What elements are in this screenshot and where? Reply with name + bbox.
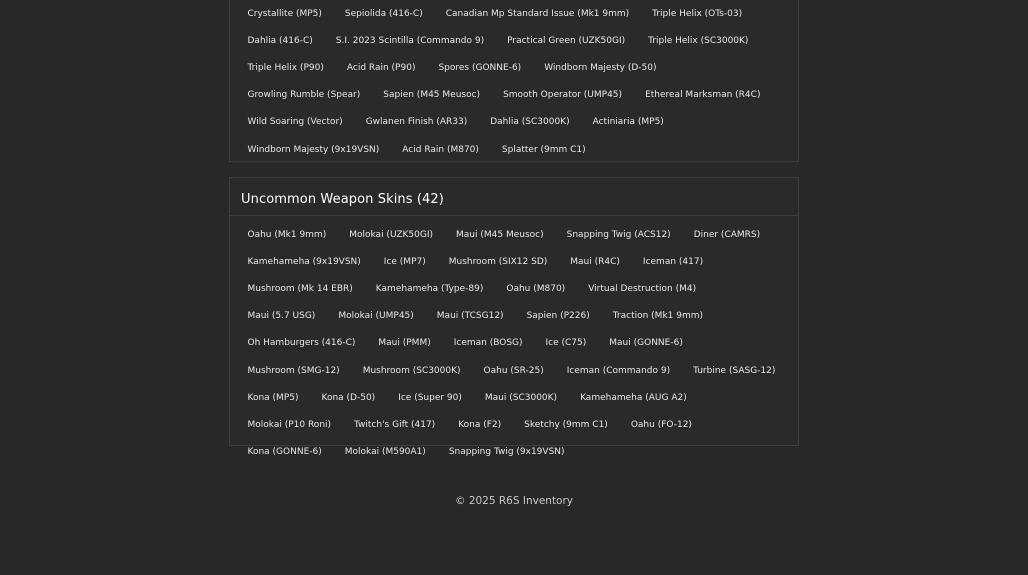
skin-chip[interactable]: Acid Rain (P90) <box>346 62 416 73</box>
skin-chip[interactable]: Traction (Mk1 9mm) <box>612 311 704 322</box>
skin-chip[interactable]: Ethereal Marksman (R4C) <box>645 90 761 101</box>
skin-chip[interactable]: Molokai (P10 Roni) <box>247 419 332 430</box>
skin-chip[interactable]: Dahlia (SC3000K) <box>490 117 570 128</box>
skin-chip[interactable]: Dahlia (416-C) <box>247 35 313 46</box>
skin-chip[interactable]: Maui (SC3000K) <box>484 392 558 403</box>
skin-chip[interactable]: Molokai (UZK50GI) <box>349 229 434 240</box>
skin-chip[interactable]: Practical Green (UZK50GI) <box>507 35 626 46</box>
skins-section-previous <box>229 0 799 162</box>
skin-chip[interactable]: Sketchy (9mm C1) <box>524 419 608 430</box>
skin-chip[interactable]: Smooth Operator (UMP45) <box>503 90 623 101</box>
skin-chip[interactable]: Mushroom (SIX12 SD) <box>448 256 548 267</box>
skin-chip[interactable]: Snapping Twig (9x19VSN) <box>448 447 565 458</box>
skin-chip[interactable]: Maui (R4C) <box>570 256 620 267</box>
skin-chip[interactable]: Twitch's Gift (417) <box>354 419 436 430</box>
skin-chip[interactable]: Oahu (SR-25) <box>483 365 544 376</box>
skin-chip[interactable]: Spores (GONNE-6) <box>438 62 522 73</box>
skin-chip[interactable]: Iceman (Commando 9) <box>566 365 671 376</box>
skin-chip[interactable]: Mushroom (SMG-12) <box>247 365 340 376</box>
section-title: Uncommon Weapon Skins (42) <box>241 192 444 207</box>
skin-chip[interactable]: Wild Soaring (Vector) <box>247 117 343 128</box>
skin-chip[interactable]: Iceman (417) <box>642 256 704 267</box>
skin-chip[interactable]: Mushroom (SC3000K) <box>362 365 461 376</box>
skin-chip[interactable]: Actiniaria (MP5) <box>592 117 664 128</box>
skin-chip[interactable]: Sapien (M45 Meusoc) <box>383 90 481 101</box>
skin-chip[interactable]: Ice (Super 90) <box>398 392 462 403</box>
skin-chip[interactable]: Maui (TCSG12) <box>436 311 504 322</box>
skin-chip[interactable]: Kona (F2) <box>458 419 502 430</box>
footer-copyright: © 2025 R6S Inventory <box>454 495 574 507</box>
skin-chip[interactable]: Kamehameha (Type-89) <box>375 283 484 294</box>
skin-chip[interactable]: Molokai (UMP45) <box>338 311 414 322</box>
skin-list <box>230 0 798 163</box>
section-header <box>230 178 798 216</box>
skin-chip[interactable]: Maui (5.7 USG) <box>247 311 316 322</box>
skin-chip[interactable]: Oh Hamburgers (416-C) <box>247 338 356 349</box>
skin-chip[interactable]: Kona (D-50) <box>321 392 376 403</box>
skin-chip[interactable]: Splatter (9mm C1) <box>501 144 586 155</box>
skin-chip[interactable]: Maui (M45 Meusoc) <box>456 229 544 240</box>
skin-chip[interactable]: Mushroom (Mk 14 EBR) <box>247 283 353 294</box>
skin-chip[interactable]: Windborn Majesty (D-50) <box>544 62 657 73</box>
skin-chip[interactable]: Kamehameha (AUG A2) <box>580 392 687 403</box>
skin-chip[interactable]: Oahu (FO-12) <box>630 419 692 430</box>
skin-chip[interactable]: Acid Rain (M870) <box>402 144 479 155</box>
skin-chip[interactable]: Oahu (Mk1 9mm) <box>247 229 327 240</box>
skin-chip[interactable]: Oahu (M870) <box>506 283 566 294</box>
skin-chip[interactable]: Gwlanen Finish (AR33) <box>365 117 468 128</box>
skin-chip[interactable]: Kona (MP5) <box>247 392 299 403</box>
skin-chip[interactable]: Kamehameha (9x19VSN) <box>247 256 361 267</box>
skin-chip[interactable]: Virtual Destruction (M4) <box>588 283 697 294</box>
skin-chip[interactable]: Maui (GONNE-6) <box>609 338 683 349</box>
skin-chip[interactable]: Windborn Majesty (9x19VSN) <box>247 144 380 155</box>
skin-chip[interactable]: Triple Helix (P90) <box>247 62 324 73</box>
skin-chip[interactable]: S.I. 2023 Scintilla (Commando 9) <box>335 35 485 46</box>
skin-chip[interactable]: Kona (GONNE-6) <box>247 447 322 458</box>
skin-chip[interactable]: Canadian Mp Standard Issue (Mk1 9mm) <box>445 8 630 19</box>
skin-chip[interactable]: Maui (PMM) <box>378 338 431 349</box>
skin-chip[interactable]: Triple Helix (OTs-03) <box>652 8 743 19</box>
skin-chip[interactable]: Snapping Twig (ACS12) <box>566 229 671 240</box>
skin-chip[interactable]: Growling Rumble (Spear) <box>247 90 361 101</box>
skin-chip[interactable]: Turbine (SASG-12) <box>693 365 776 376</box>
skin-chip[interactable]: Sapien (P226) <box>526 311 590 322</box>
skin-chip[interactable]: Molokai (M590A1) <box>344 447 426 458</box>
skin-chip[interactable]: Diner (CAMRS) <box>693 229 761 240</box>
skin-chip[interactable]: Ice (MP7) <box>383 256 426 267</box>
skin-chip[interactable]: Crystallite (MP5) <box>247 8 322 19</box>
uncommon-skins-section <box>229 177 799 458</box>
skin-chip[interactable]: Triple Helix (SC3000K) <box>648 35 749 46</box>
skin-list <box>230 216 798 466</box>
skin-chip[interactable]: Ice (C75) <box>545 338 587 349</box>
skin-chip[interactable]: Iceman (BOSG) <box>453 338 523 349</box>
skin-chip[interactable]: Sepiolida (416-C) <box>344 8 423 19</box>
